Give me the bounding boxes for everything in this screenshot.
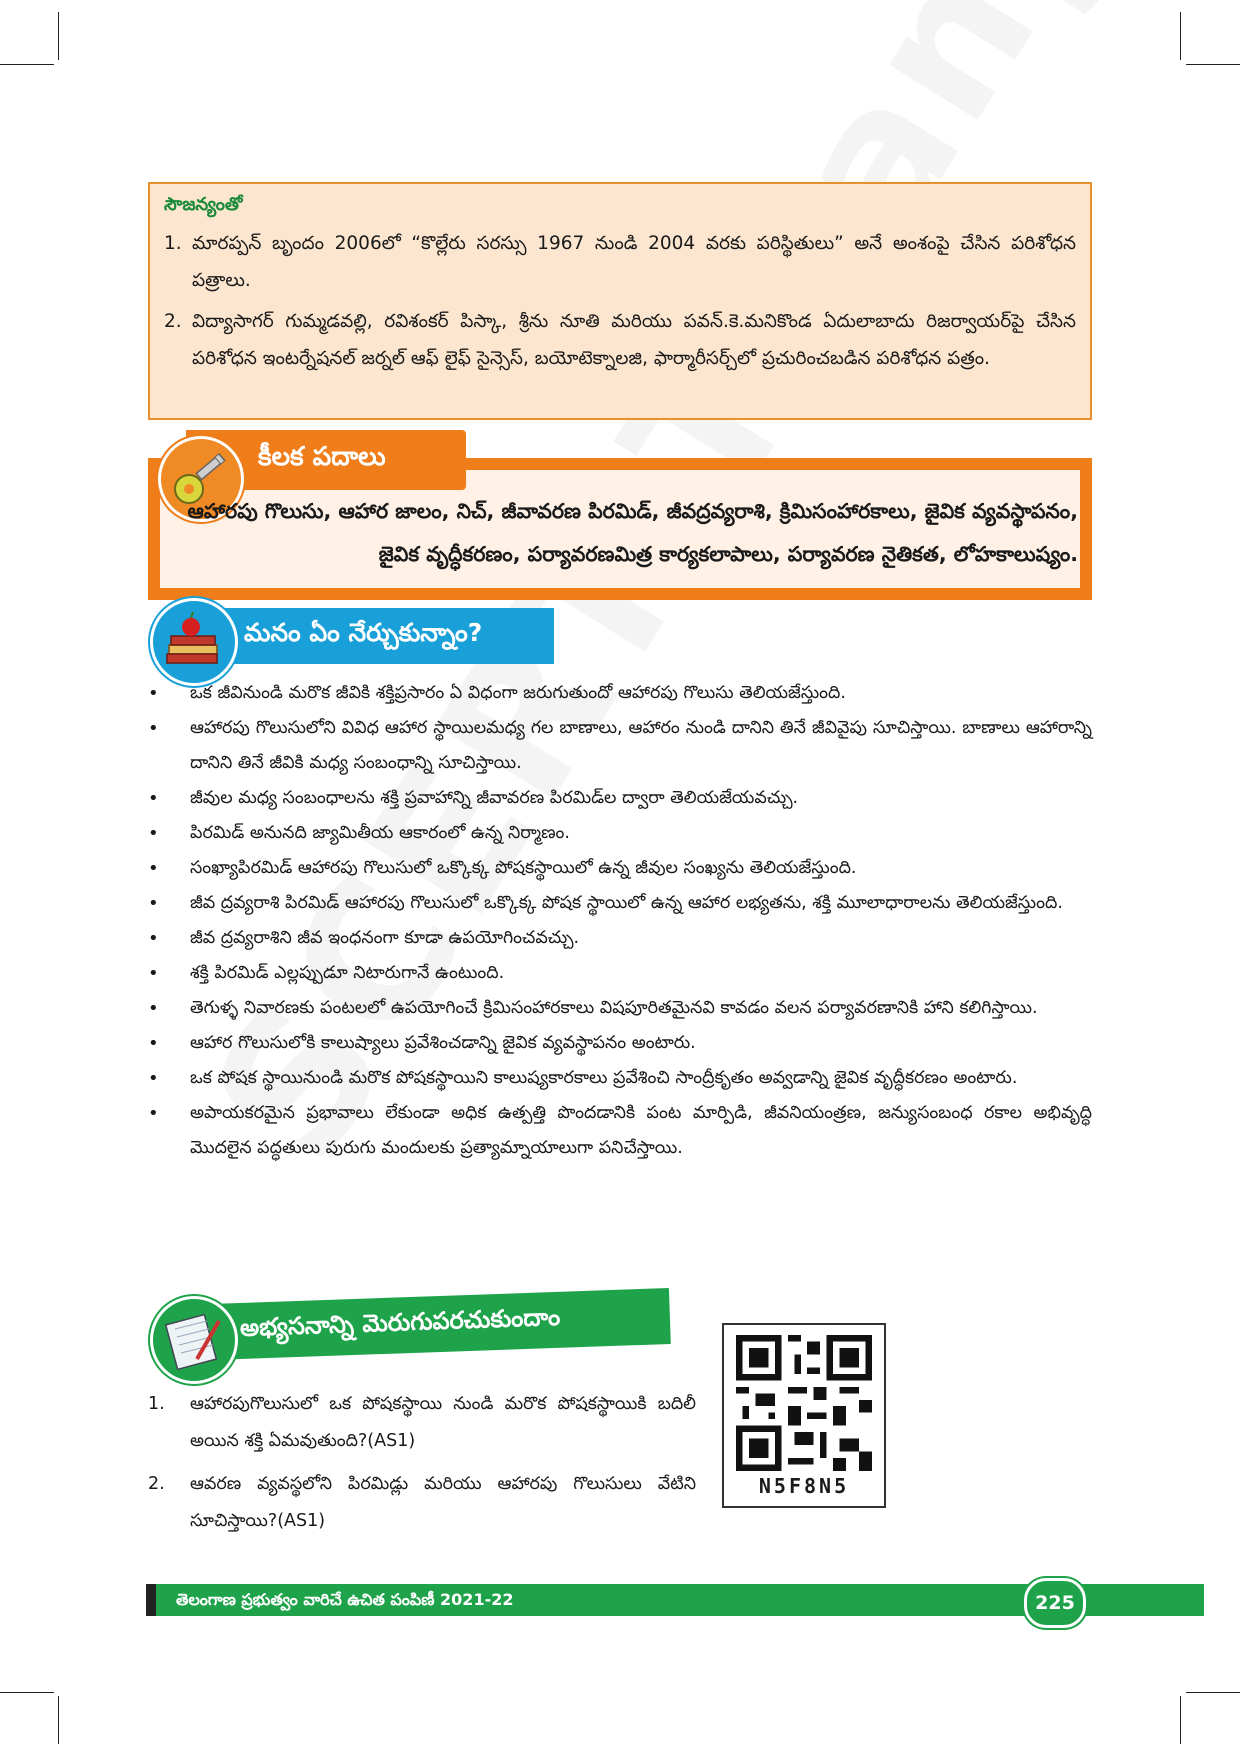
item-text: విద్యాసాగర్ గుమ్మడవల్లి, రవిశంకర్ పిస్కా, శ్రీను నూతి మరియు పవన్.కె.మనికొండ ఏదులాబాదు రిజర్వాయర్‌పై చేసిన పరిశోధన ఇంటర్నేషనల్ జర్నల్ ఆఫ్ లైఫ్ సైన్సెస్, బయోటెక్నాలజి, ఫార్మారీసర్చ్‌లో ప్రచురించబడిన పరిశోధన పత్రం. [192, 311, 1076, 369]
list-item: • తెగుళ్ళ నివారణకు పంటలలో ఉపయోగించే క్రిమిసంహారకాలు విషపూరితమైనవి కావడం వలన పర్యావరణానికి హాని కలిగిస్తాయి. [148, 991, 1092, 1026]
question-text: ఆవరణ వ్యవస్థలోని పిరమిడ్లు మరియు ఆహారపు గొలుసులు వేటిని సూచిస్తాయి?(AS1) [190, 1474, 696, 1531]
learned-list [148, 676, 1092, 1166]
courtesy-list [164, 225, 1076, 377]
list-item [164, 225, 1076, 299]
notebook-icon [150, 1296, 238, 1384]
crop-mark [0, 64, 54, 65]
list-item: • శక్తి పిరమిడ్ ఎల్లప్పుడూ నిటారుగానే ఉంటుంది. [148, 956, 1092, 991]
list-item: • జీవ ద్రవ్యరాశి పిరమిడ్ ఆహారపు గొలుసులో ఒక్కొక్క పోషక స్థాయిలో ఉన్న ఆహార లభ్యతను, శక్తి మూలాధారాలను తెలియజేస్తుంది. [148, 886, 1092, 921]
books-icon [150, 598, 238, 686]
footer-text: తెలంగాణ ప్రభుత్వం వారిచే ఉచిత పంపిణీ 2021-22 [176, 1590, 514, 1609]
crop-mark [1186, 64, 1240, 65]
list-item: • అపాయకరమైన ప్రభావాలు లేకుండా అధిక ఉత్పత్తి పొందడానికి పంట మార్పిడి, జీవనియంత్రణ, జన్యుసంబంధ రకాల అభివృద్ధి మొదలైన పద్ధతులు పురుగు మందులకు ప్రత్యామ్నాయాలుగా పనిచేస్తాయి. [148, 1096, 1092, 1166]
question-number: 2. [148, 1474, 165, 1494]
list-item: • పిరమిడ్ అనునది జ్యామితీయ ఆకారంలో ఉన్న నిర్మాణం. [148, 816, 1092, 851]
question-item [148, 1386, 696, 1460]
crop-mark [58, 1696, 59, 1744]
item-number: 1. [164, 233, 182, 254]
qr-code-icon [736, 1335, 872, 1471]
improve-title: అభ్యసనాన్ని మెరుగుపరచుకుందాం [209, 1288, 671, 1360]
questions-list [148, 1386, 696, 1546]
item-text: మారప్పన్ బృందం 2006లో “కొల్లేరు సరస్సు 1967 నుండి 2004 వరకు పరిస్థితులు” అనే అంశంపై చేసిన పరిశోధన పత్రాలు. [192, 233, 1076, 291]
list-item: • జీవుల మధ్య సంబంధాలను శక్తి ప్రవాహాన్ని జీవావరణ పిరమిడ్‌ల ద్వారా తెలియజేయవచ్చు. [148, 781, 1092, 816]
list-item: • ఒక పోషక స్థాయినుండి మరొక పోషకస్థాయిని కాలుష్యకారకాలు ప్రవేశించి సాంద్రీకృతం అవ్వడాన్ని జైవిక వృద్ధీకరణం అంటారు. [148, 1061, 1092, 1096]
question-text: ఆహారపుగొలుసులో ఒక పోషకస్థాయి నుండి మరొక పోషకస్థాయికి బదిలీ అయిన శక్తి ఏమవుతుంది?(AS1) [190, 1394, 696, 1451]
crop-mark [1180, 1696, 1181, 1744]
list-item: • ఆహార గొలుసులోకి కాలుష్యాలు ప్రవేశించడాన్ని జైవిక వ్యవస్థాపనం అంటారు. [148, 1026, 1092, 1061]
key-words-text: ఆహారపు గొలుసు, ఆహార జాలం, నిచ్, జీవావరణ పిరమిడ్, జీవద్రవ్యరాశి, క్రిమిసంహారకాలు, జైవిక వ్యవస్థాపనం, జైవిక వృద్ధీకరణం, పర్యావరణమిత్ర కార్యకలాపాలు, పర్యావరణ నైతికత, లోహకాలుష్యం. [187, 499, 1078, 566]
question-number: 1. [148, 1394, 165, 1414]
list-item: • సంఖ్యాపిరమిడ్ ఆహారపు గొలుసులో ఒక్కొక్క పోషకస్థాయిలో ఉన్న జీవుల సంఖ్యను తెలియజేస్తుంది. [148, 851, 1092, 886]
list-item: • ఒక జీవినుండి మరొక జీవికి శక్తిప్రసారం ఏ విధంగా జరుగుతుందో ఆహారపు గొలుసు తెలియజేస్తుంది. [148, 676, 1092, 711]
list-item: • జీవ ద్రవ్యరాశిని జీవ ఇంధనంగా కూడా ఉపయోగించవచ్చు. [148, 921, 1092, 956]
qr-code-label: N5F8N5 [758, 1474, 850, 1498]
key-words-title: కీలక పదాలు [186, 430, 466, 490]
learned-title: మనం ఏం నేర్చుకున్నాం? [204, 608, 554, 664]
crop-mark [58, 12, 59, 60]
qr-code-box[interactable] [722, 1323, 886, 1508]
list-item [164, 303, 1076, 377]
courtesy-box [148, 182, 1092, 420]
crop-mark [1186, 1692, 1240, 1693]
page-number: 225 [1024, 1578, 1086, 1628]
question-item [148, 1466, 696, 1540]
crop-mark [0, 1692, 54, 1693]
list-item: • ఆహారపు గొలుసులోని వివిధ ఆహార స్థాయిలమధ్య గల బాణాలు, ఆహారం నుండి దానిని తినే జీవివైపు సూచిస్తాయి. బాణాలు ఆహారాన్ని దానిని తినే జీవికి మధ్య సంబంధాన్ని సూచిస్తాయి. [148, 711, 1092, 781]
crop-mark [1180, 12, 1181, 60]
item-number: 2. [164, 311, 182, 332]
courtesy-title: సౌజన్యంతో [164, 194, 243, 215]
